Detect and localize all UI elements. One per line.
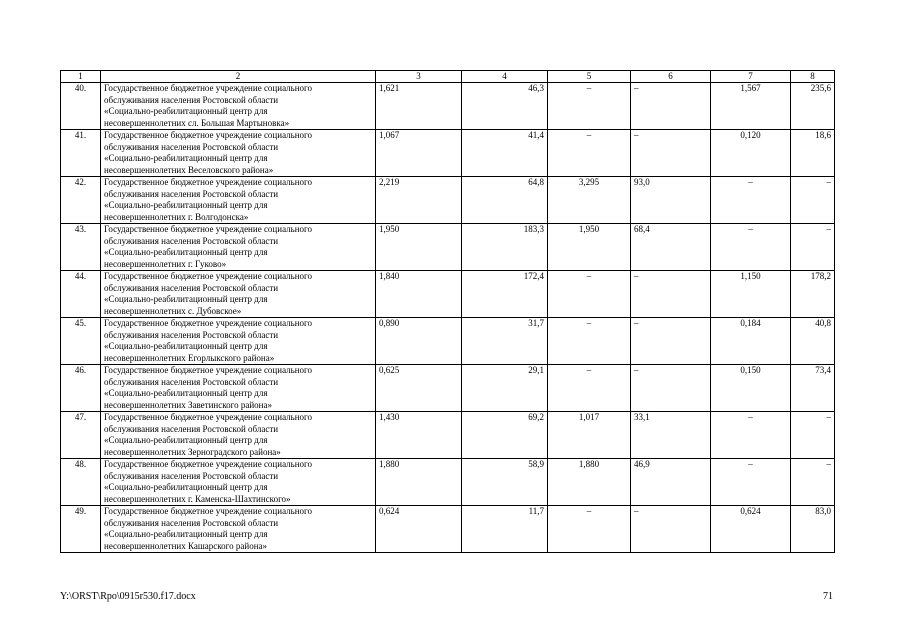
- row-number: 47.: [61, 412, 101, 459]
- column-header: 1: [61, 71, 101, 83]
- value-col-8: –: [791, 412, 835, 459]
- value-col-7: –: [711, 224, 791, 271]
- value-col-8: 178,2: [791, 271, 835, 318]
- value-col-3: 0,624: [376, 506, 462, 553]
- value-col-6: –: [631, 365, 711, 412]
- institution-name: Государственное бюджетное учреждение социального обслуживания населения Ростовской области «Социально-реабилитационный центр для несовершеннолетних Зерноградского района»: [101, 412, 376, 459]
- table-row: [61, 412, 835, 459]
- value-col-6: 46,9: [631, 459, 711, 506]
- column-header: 4: [462, 71, 548, 83]
- column-header: 5: [548, 71, 631, 83]
- value-col-4: 183,3: [462, 224, 548, 271]
- value-col-8: 235,6: [791, 83, 835, 130]
- data-table: [60, 70, 835, 553]
- row-number: 43.: [61, 224, 101, 271]
- table-header-row: [61, 71, 835, 83]
- value-col-6: –: [631, 318, 711, 365]
- value-col-4: 46,3: [462, 83, 548, 130]
- value-col-4: 172,4: [462, 271, 548, 318]
- value-col-4: 31,7: [462, 318, 548, 365]
- value-col-8: 83,0: [791, 506, 835, 553]
- table-row: [61, 459, 835, 506]
- row-number: 40.: [61, 83, 101, 130]
- value-col-5: 3,295: [548, 177, 631, 224]
- value-col-8: –: [791, 459, 835, 506]
- row-number: 44.: [61, 271, 101, 318]
- value-col-7: 0,624: [711, 506, 791, 553]
- institution-name: Государственное бюджетное учреждение социального обслуживания населения Ростовской области «Социально-реабилитационный центр для несовершеннолетних сл. Большая Мартыновка»: [101, 83, 376, 130]
- value-col-8: –: [791, 224, 835, 271]
- value-col-3: 1,067: [376, 130, 462, 177]
- institution-name: Государственное бюджетное учреждение социального обслуживания населения Ростовской области «Социально-реабилитационный центр для несовершеннолетних Кашарского района»: [101, 506, 376, 553]
- row-number: 46.: [61, 365, 101, 412]
- value-col-5: 1,880: [548, 459, 631, 506]
- institution-name: Государственное бюджетное учреждение социального обслуживания населения Ростовской области «Социально-реабилитационный центр для несовершеннолетних г. Каменска-Шахтинского»: [101, 459, 376, 506]
- value-col-4: 41,4: [462, 130, 548, 177]
- value-col-3: 0,890: [376, 318, 462, 365]
- value-col-5: –: [548, 365, 631, 412]
- value-col-5: 1,017: [548, 412, 631, 459]
- value-col-7: –: [711, 412, 791, 459]
- institution-name: Государственное бюджетное учреждение социального обслуживания населения Ростовской области «Социально-реабилитационный центр для несовершеннолетних г. Гуково»: [101, 224, 376, 271]
- table-row: [61, 506, 835, 553]
- column-header: 2: [101, 71, 376, 83]
- value-col-8: –: [791, 177, 835, 224]
- row-number: 48.: [61, 459, 101, 506]
- value-col-5: –: [548, 130, 631, 177]
- row-number: 41.: [61, 130, 101, 177]
- table-row: [61, 271, 835, 318]
- row-number: 42.: [61, 177, 101, 224]
- value-col-6: –: [631, 130, 711, 177]
- value-col-3: 1,950: [376, 224, 462, 271]
- value-col-6: 93,0: [631, 177, 711, 224]
- value-col-7: 0,150: [711, 365, 791, 412]
- page-number: 71: [823, 591, 833, 602]
- value-col-6: 33,1: [631, 412, 711, 459]
- row-number: 45.: [61, 318, 101, 365]
- table-row: [61, 318, 835, 365]
- value-col-5: –: [548, 83, 631, 130]
- value-col-3: 1,430: [376, 412, 462, 459]
- institution-name: Государственное бюджетное учреждение социального обслуживания населения Ростовской области «Социально-реабилитационный центр для несовершеннолетних Заветинского района»: [101, 365, 376, 412]
- value-col-6: –: [631, 83, 711, 130]
- value-col-4: 64,8: [462, 177, 548, 224]
- column-header: 6: [631, 71, 711, 83]
- institution-name: Государственное бюджетное учреждение социального обслуживания населения Ростовской области «Социально-реабилитационный центр для несовершеннолетних с. Дубовское»: [101, 271, 376, 318]
- table-row: [61, 177, 835, 224]
- table-row: [61, 365, 835, 412]
- footer-file-path: Y:\ORST\Rpo\0915r530.f17.docx: [60, 591, 196, 602]
- value-col-5: –: [548, 506, 631, 553]
- value-col-3: 1,840: [376, 271, 462, 318]
- value-col-6: 68,4: [631, 224, 711, 271]
- value-col-4: 11,7: [462, 506, 548, 553]
- institution-name: Государственное бюджетное учреждение социального обслуживания населения Ростовской области «Социально-реабилитационный центр для несовершеннолетних Егорлыкского района»: [101, 318, 376, 365]
- value-col-5: –: [548, 271, 631, 318]
- value-col-3: 1,621: [376, 83, 462, 130]
- institution-name: Государственное бюджетное учреждение социального обслуживания населения Ростовской области «Социально-реабилитационный центр для несовершеннолетних г. Волгодонска»: [101, 177, 376, 224]
- value-col-7: 0,184: [711, 318, 791, 365]
- value-col-7: –: [711, 177, 791, 224]
- row-number: 49.: [61, 506, 101, 553]
- value-col-8: 73,4: [791, 365, 835, 412]
- table-row: [61, 224, 835, 271]
- value-col-7: 0,120: [711, 130, 791, 177]
- value-col-4: 58,9: [462, 459, 548, 506]
- institution-name: Государственное бюджетное учреждение социального обслуживания населения Ростовской области «Социально-реабилитационный центр для несовершеннолетних Веселовского района»: [101, 130, 376, 177]
- table-row: [61, 130, 835, 177]
- table-row: [61, 83, 835, 130]
- value-col-4: 69,2: [462, 412, 548, 459]
- table-body: [61, 83, 835, 553]
- column-header: 7: [711, 71, 791, 83]
- value-col-5: –: [548, 318, 631, 365]
- value-col-3: 0,625: [376, 365, 462, 412]
- value-col-3: 1,880: [376, 459, 462, 506]
- value-col-6: –: [631, 271, 711, 318]
- value-col-8: 40,8: [791, 318, 835, 365]
- value-col-5: 1,950: [548, 224, 631, 271]
- value-col-6: –: [631, 506, 711, 553]
- column-header: 3: [376, 71, 462, 83]
- column-header: 8: [791, 71, 835, 83]
- value-col-7: 1,150: [711, 271, 791, 318]
- value-col-3: 2,219: [376, 177, 462, 224]
- value-col-4: 29,1: [462, 365, 548, 412]
- value-col-7: –: [711, 459, 791, 506]
- value-col-7: 1,567: [711, 83, 791, 130]
- value-col-8: 18,6: [791, 130, 835, 177]
